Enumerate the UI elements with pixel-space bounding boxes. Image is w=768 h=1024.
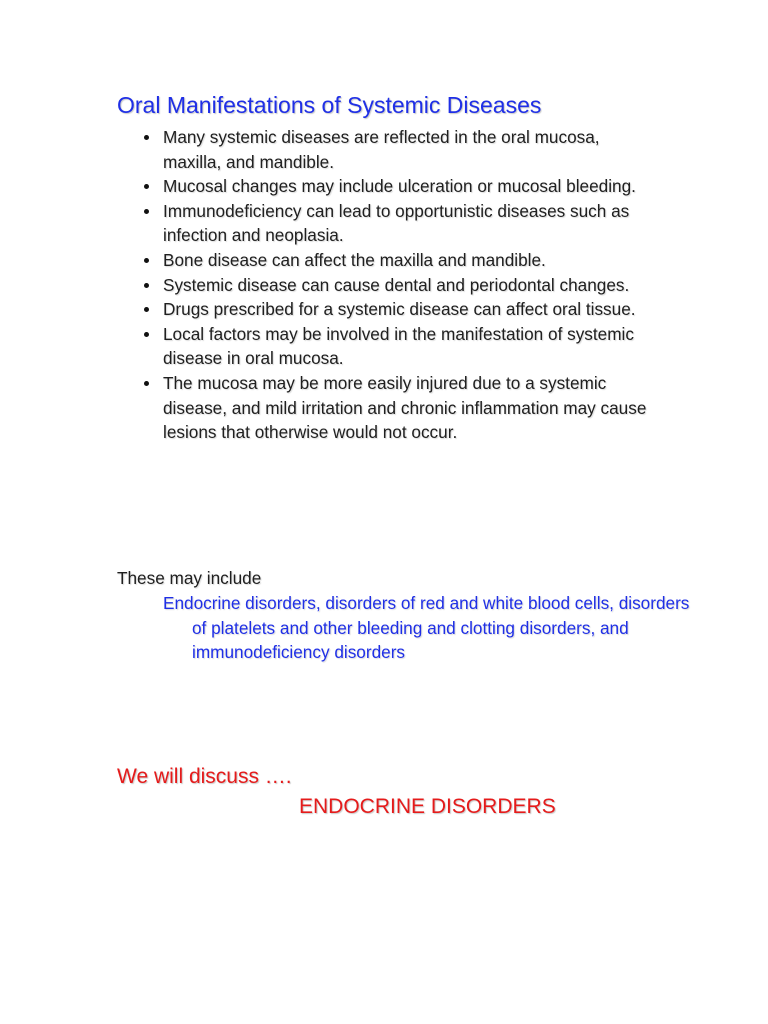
bullet-text: Drugs prescribed for a systemic disease can affect oral tissue. [163,299,636,320]
bullet-text: Immunodeficiency can lead to opportunistic diseases such as infection and neoplasia. [163,200,630,246]
page-title: Oral Manifestations of Systemic Diseases [117,92,542,118]
bullet-text: Systemic disease can cause dental and periodontal changes. [163,274,630,295]
bullet-text: Mucosal changes may include ulceration or mucosal bleeding. [163,176,636,197]
bullet-dot-icon [144,332,149,337]
bullet-dot-icon [144,258,149,263]
bullet-dot-icon [144,307,149,312]
bullet-text: Local factors may be involved in the manifestation of systemic disease in oral mucosa. [163,323,634,369]
bullet-text: Bone disease can affect the maxilla and mandible. [163,249,546,270]
bullet-item [163,322,653,371]
bullet-item [163,273,653,298]
bullet-dot-icon [144,209,149,214]
bullet-text: The mucosa may be more easily injured due to a systemic disease, and mild irritation and chronic inflammation may cause lesions that otherwise would not occur. [163,372,647,443]
bullet-dot-icon [144,135,149,140]
bullet-item [163,199,653,248]
bullet-item [163,297,653,322]
bullet-text: Many systemic diseases are reflected in the oral mucosa, maxilla, and mandible. [163,127,600,172]
intro-text: These may include [117,568,262,588]
disorders-list-text: Endocrine disorders, disorders of red and white blood cells, disorders of platelets and other bleeding and clotting disorders, and immunodeficiency disorders [163,593,690,662]
bullet-dot-icon [144,381,149,386]
bullet-item [163,174,653,199]
bullet-dot-icon [144,184,149,189]
bullet-item [163,371,653,445]
discuss-heading: We will discuss …. [117,765,292,788]
bullet-list [163,125,653,445]
topic-heading: ENDOCRINE DISORDERS [299,795,556,818]
bullet-dot-icon [144,283,149,288]
bullet-item [163,125,653,174]
bullet-item [163,248,653,273]
